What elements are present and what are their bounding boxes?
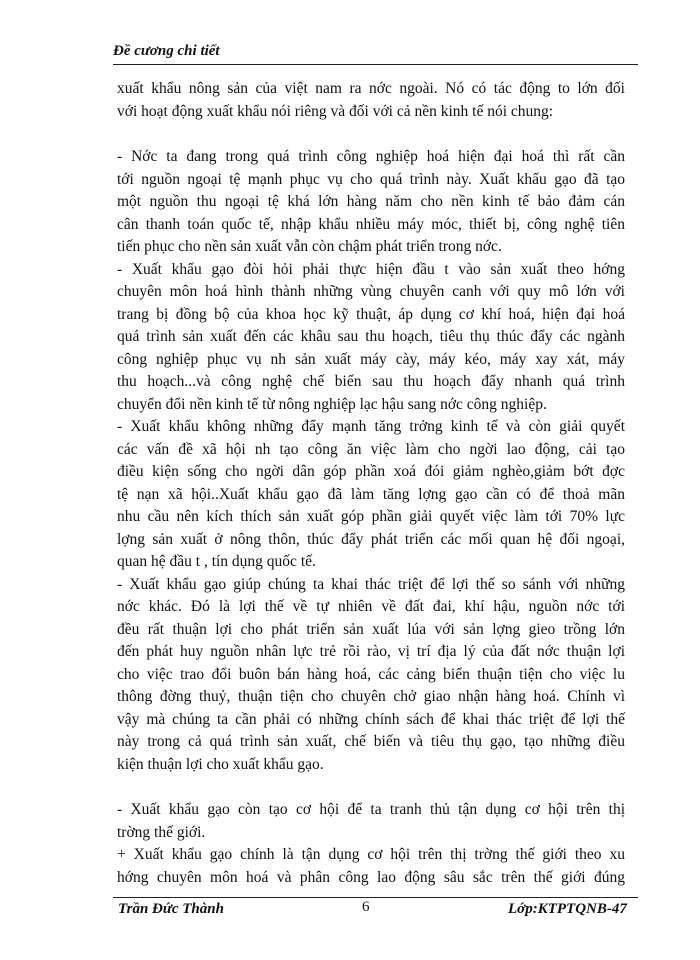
text-line: trờng thế giới.: [117, 823, 206, 841]
paragraph: [117, 416, 625, 574]
paragraph: [117, 799, 625, 844]
text-line: tệ nạn xã hội..Xuất khẩu gạo đã làm tăng lợng gạo cần có để thoả mãn: [117, 485, 625, 503]
page-number: 6: [362, 899, 370, 915]
header-divider: [113, 64, 638, 65]
header-title: Đề cương chi tiết: [113, 43, 220, 59]
paragraph: [117, 844, 625, 889]
text-line: cho việc trao đổi buôn bán hàng hoá, các cảng biển thuận tiện cho việc lu: [117, 665, 625, 683]
paragraph: [117, 78, 625, 123]
text-line: với hoạt động xuất khẩu nói riêng và đối với cả nền kinh tế nói chung:: [117, 102, 554, 120]
text-line: trang bị đồng bộ của khoa học kỹ thuật, áp dụng cơ khí hoá, hiện đại hoá: [117, 305, 625, 323]
text-line: quan hệ đầu t , tín dụng quốc tế.: [117, 553, 316, 570]
text-line: tới nguồn ngoại tệ mạnh phục vụ cho quá trình này. Xuất khẩu gạo đã tạo: [117, 170, 625, 188]
text-line: thông đờng thuỷ, thuận tiện cho chuyên chở giao nhận hàng hoá. Chính vì: [117, 688, 625, 705]
text-line: nhu cầu nên kích thích sản xuất góp phần giải quyết việc làm tới 70% lực: [117, 508, 625, 525]
text-line: xuất khẩu nông sản của việt nam ra nớc ngoài. Nó có tác động to lớn đối: [117, 80, 625, 97]
text-line: công nghiệp phục vụ nh sản xuất máy cày, máy kéo, máy xay xát, máy: [117, 350, 625, 368]
footer-divider: [113, 897, 638, 898]
text-line: đến phát huy nguồn nhân lực trẻ rồi rào, vị trí địa lý của đất nớc thuận lợi: [117, 643, 625, 660]
text-line: quá trình sản xuất đến các khâu sau thu hoạch, tiêu thụ thúc đẩy các ngành: [117, 328, 625, 345]
text-line: - Xuất khẩu gạo đòi hỏi phải thực hiện đầu t vào sản xuất theo hớng: [117, 260, 625, 278]
text-line: - Xuất khẩu gạo giúp chúng ta khai thác triệt để lợi thế so sánh với những: [117, 575, 625, 593]
text-line: nớc khác. Đó là lợi thế về tự nhiên về đất đai, khí hậu, nguồn nớc tới: [117, 598, 625, 615]
text-line: các vấn đề xã hội nh tạo công ăn việc làm cho ngời lao động, cải tạo: [117, 440, 625, 458]
text-line: hớng chuyên môn hoá và phân công lao động sâu sắc trên thế giới đúng: [117, 868, 625, 886]
text-line: đều rất thuận lợi cho phát triển sản xuất lúa với sản lợng gieo trồng lớn: [117, 620, 625, 638]
text-line: thu hoạch...và công nghệ chế biến sau thu hoạch đẩy nhanh quá trình: [117, 373, 625, 390]
text-line: chuyển đổi nền kinh tế từ nông nghiệp lạc hậu sang nớc công nghiệp.: [117, 395, 547, 413]
footer-class-label: Lớp:KTPTQNB-47: [508, 901, 627, 917]
text-line: - Xuất khẩu gạo còn tạo cơ hội để ta tranh thủ tận dụng cơ hội trên thị: [117, 801, 625, 818]
footer-author: Trần Đức Thành: [118, 901, 224, 917]
paragraph: [117, 574, 625, 777]
text-line: kiện thuận lợi cho xuất khẩu gạo.: [117, 755, 324, 773]
text-line: chuyên môn hoá hình thành những vùng chuyên canh với quy mô lớn với: [117, 283, 625, 300]
text-line: vậy mà chúng ta cần phải có những chính sách để khai thác triệt để lợi thế: [117, 710, 625, 728]
text-line: lợng sản xuất ở nông thôn, thúc đẩy phát triển các mối quan hệ đối ngoại,: [117, 530, 625, 548]
page-header: [113, 42, 638, 60]
document-body: [117, 78, 625, 889]
text-line: tiến phục cho nền sản xuất vẫn còn chậm phát triển trong nớc.: [117, 238, 502, 255]
text-line: - Xuất khẩu không những đẩy mạnh tăng trởng kinh tế và còn giải quyết: [117, 418, 625, 435]
text-line: này trong cả quá trình sản xuất, chế biến và tiêu thụ gạo, tạo những điều: [117, 733, 625, 750]
text-line: một nguồn thu ngoại tệ khá lớn hàng năm cho nền kinh tế bảo đảm cán: [117, 193, 625, 210]
text-line: cân thanh toán quốc tế, nhập khẩu nhiều máy móc, thiết bị, công nghệ tiên: [117, 215, 625, 233]
paragraph: [117, 259, 625, 417]
text-line: + Xuất khẩu gạo chính là tận dụng cơ hội trên thị trờng thế giới theo xu: [117, 846, 625, 863]
paragraph: [117, 146, 625, 259]
text-line: - Nớc ta đang trong quá trình công nghiệp hoá hiện đại hoá thì rất cần: [117, 148, 625, 165]
text-line: điều kiện sống cho ngời dân góp phần xoá đói giảm nghèo,giảm bớt đợc: [117, 463, 625, 480]
